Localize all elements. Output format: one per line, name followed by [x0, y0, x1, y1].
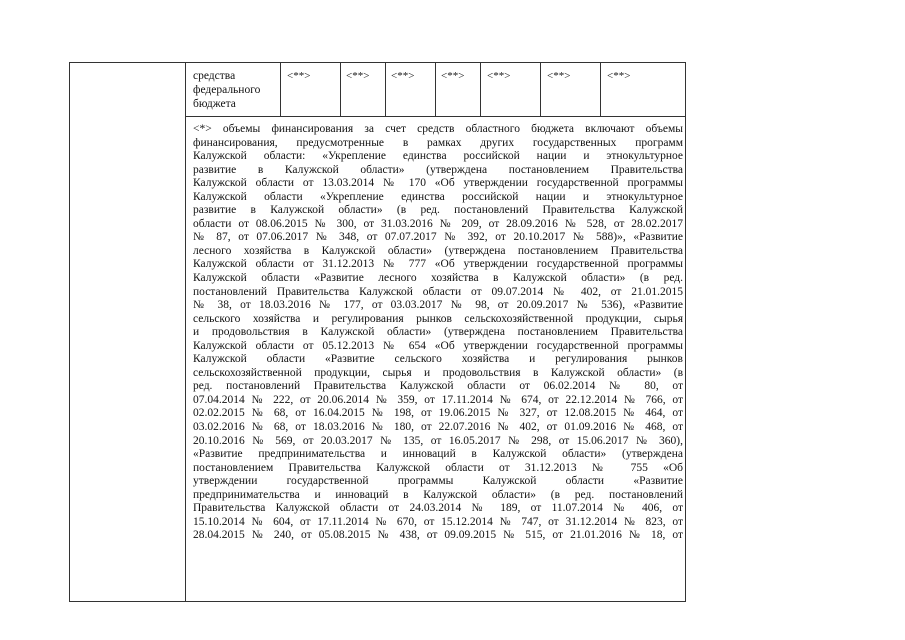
footnote-line: № 87, от 07.06.2017 № 348, от 07.07.2017 № 392, от 20.10.2017 № 588)», «Развитие	[193, 231, 683, 244]
footnote-line: утверждении государственной программы Калужской области «Развитие	[193, 475, 683, 488]
footnote-line: предпринимательства и инноваций в Калужской области» (в ред. постановлений	[193, 488, 683, 501]
footnote-line: Калужской области «Развитие лесного хозяйства в Калужской области» (в ред.	[193, 272, 683, 285]
footnote-line: сельскохозяйственной продукции, сырья и продовольствия в Калужской области» (в	[193, 366, 683, 379]
footnote-line: Калужской области от 31.12.2013 № 777 «Об утверждении государственной программы	[193, 258, 683, 271]
footnote-line: «Развитие предпринимательства и инноваций в Калужской области» (утверждена	[193, 448, 683, 461]
footnote-line: развитие в Калужской области» (утверждена постановлением Правительства	[193, 163, 683, 176]
row-cell-2: <**>	[346, 70, 370, 82]
row-cell-6: <**>	[547, 70, 571, 82]
row-cell-3: <**>	[391, 70, 415, 82]
footnote-line: постановлением Правительства Калужской области от 31.12.2013 № 755 «Об	[193, 461, 683, 474]
footnote-line: области от 08.06.2015 № 300, от 31.03.2016 № 209, от 28.09.2016 № 528, от 28.02.2017	[193, 217, 683, 230]
col-divider-2	[280, 63, 281, 116]
row-cell-5: <**>	[487, 70, 511, 82]
col-divider-6	[480, 63, 481, 116]
footnote-line: <*> объемы финансирования за счет средств областного бюджета включают объемы	[193, 123, 683, 135]
footnote-line: сельского хозяйства и регулирования рынков сельскохозяйственной продукции, сырья	[193, 312, 683, 325]
col-divider-1	[185, 63, 186, 601]
footnote-line: 03.02.2016 № 68, от 18.03.2016 № 180, от 22.07.2016 № 402, от 01.09.2016 № 468, от	[193, 421, 683, 434]
col-divider-4	[385, 63, 386, 116]
footnote-line: Калужской области от 05.12.2013 № 654 «Об утверждении государственной программы	[193, 339, 683, 352]
footnote-line: 07.04.2014 № 222, от 20.06.2014 № 359, от 17.11.2014 № 674, от 22.12.2014 № 766, от	[193, 393, 683, 406]
col-divider-7	[540, 63, 541, 116]
footnote-line: Калужской области от 13.03.2014 № 170 «Об утверждении государственной программы	[193, 177, 683, 190]
footnote-text	[193, 123, 683, 543]
footnote-line: 15.10.2014 № 604, от 17.11.2014 № 670, от 15.12.2014 № 747, от 31.12.2014 № 823, от	[193, 515, 683, 528]
footnote-line: 28.04.2015 № 240, от 05.08.2015 № 438, от 09.09.2015 № 515, от 21.01.2016 № 18, от	[193, 529, 683, 542]
col-divider-3	[340, 63, 341, 116]
footnote-line: № 38, от 18.03.2016 № 177, от 03.03.2017 № 98, от 20.09.2017 № 536), «Развитие	[193, 299, 683, 312]
col-divider-5	[435, 63, 436, 116]
footnote-line: финансирования, предусмотренные в рамках других государственных программ	[193, 136, 683, 149]
footnote-line: 20.10.2016 № 569, от 20.03.2017 № 135, от 16.05.2017 № 298, от 15.06.2017 № 360),	[193, 434, 683, 447]
row-cell-7: <**>	[607, 70, 631, 82]
footnote-line: постановлений Правительства Калужской области от 09.07.2014 № 402, от 21.01.2015	[193, 285, 683, 298]
footnote-line: лесного хозяйства в Калужской области» (утверждена постановлением Правительства	[193, 244, 683, 257]
row-label: средства федерального бюджета	[193, 70, 261, 110]
footnote-line: развитие в Калужской области» (в ред. постановлений Правительства Калужской	[193, 204, 683, 217]
document-table	[69, 62, 686, 602]
row-cell-1: <**>	[287, 70, 311, 82]
footnote-line: 02.02.2015 № 68, от 16.04.2015 № 198, от 19.06.2015 № 327, от 12.08.2015 № 464, от	[193, 407, 683, 420]
footnote-line: Правительства Калужской области от 24.03.2014 № 189, от 11.07.2014 № 406, от	[193, 502, 683, 515]
footnote-line: ред. постановлений Правительства Калужской области от 06.02.2014 № 80, от	[193, 380, 683, 393]
col-divider-8	[600, 63, 601, 116]
footnote-line: и продовольствия в Калужской области» (утверждена постановлением Правительства	[193, 326, 683, 339]
footnote-line: Калужской области «Развитие сельского хозяйства и регулирования рынков	[193, 353, 683, 366]
footnote-line: Калужской области «Укрепление единства российской нации и этнокультурное	[193, 190, 683, 203]
row-cell-4: <**>	[441, 70, 465, 82]
row-divider	[185, 116, 685, 117]
footnote-line: Калужской области: «Укрепление единства российской нации и этнокультурное	[193, 150, 683, 163]
